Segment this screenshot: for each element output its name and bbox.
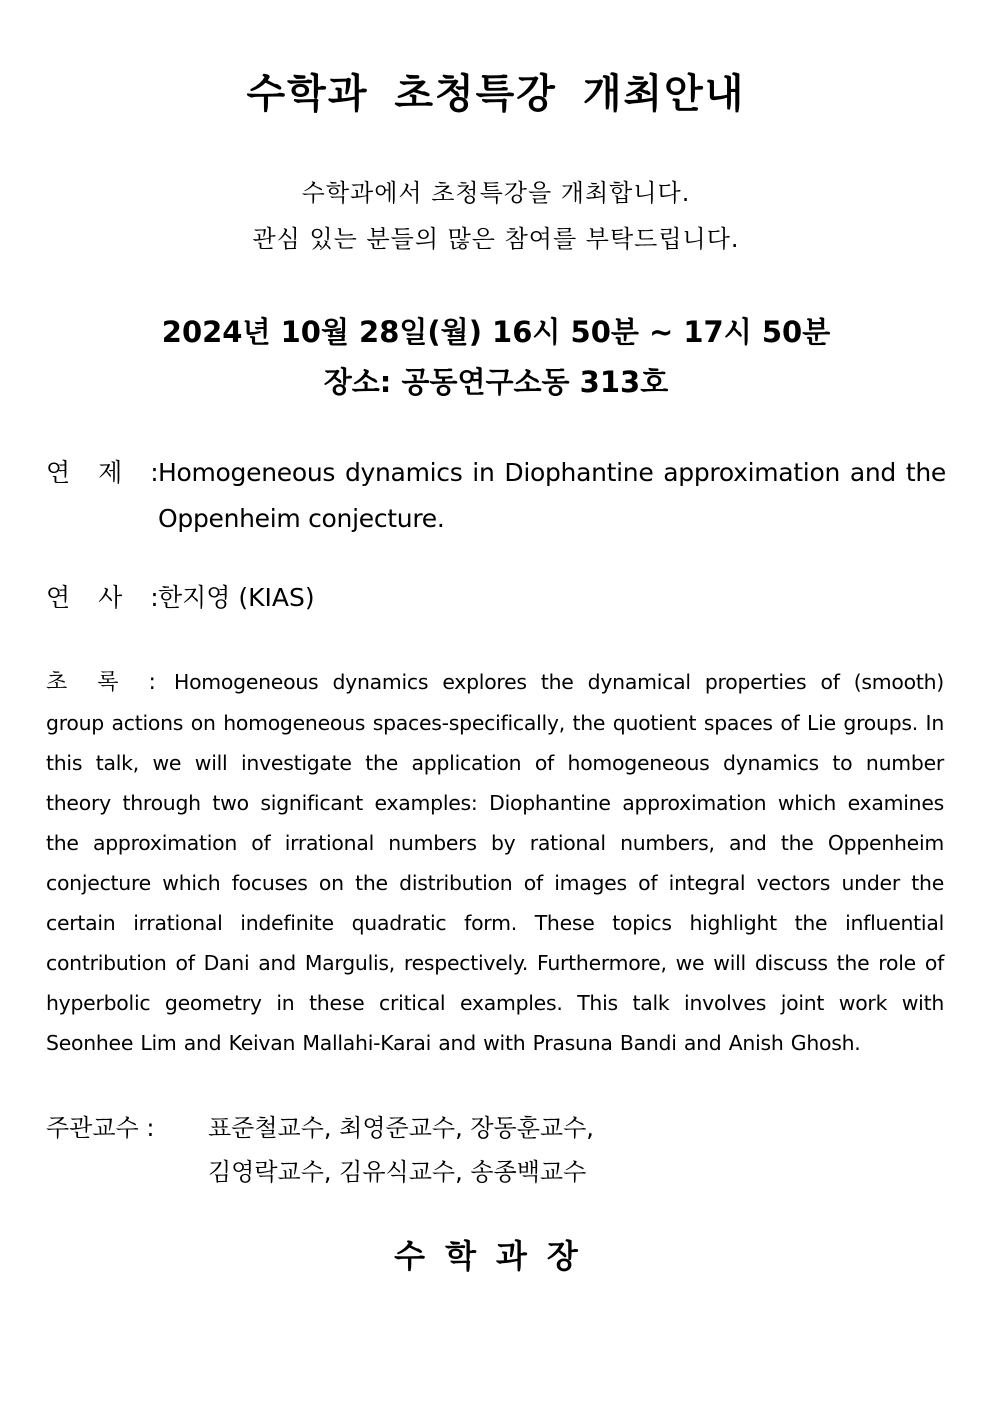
abstract-text: Homogeneous dynamics explores the dynamical properties of (smooth) group actions on homogeneous spaces-specifically, the quotient spaces of Lie groups. In this talk, we will investigate the application of homogeneous dynamics to number theory through two significant examples: Diophantine approximation which examines the approximation of irrational numbers by rational numbers, and the Oppenheim conjecture which focuses on the distribution of images of integral vectors under the certain irrational indefinite quadratic form. These topics highlight the influential contribution of Dani and Margulis, respectively. Furthermore, we will discuss the role of hyperbolic geometry in these critical examples. This talk involves joint work with Seonhee Lim and Keivan Mallahi-Karai and with Prasuna Bandi and Anish Ghosh. <box>46 670 944 1055</box>
organizers-line-1: 표준철교수, 최영준교수, 장동훈교수, <box>208 1114 594 1142</box>
intro-line-1: 수학과에서 초청특강을 개최합니다. <box>301 179 691 207</box>
intro-line-2: 관심 있는 분들의 많은 참여를 부탁드립니다. <box>252 225 740 253</box>
event-datetime: 2024년 10월 28일(월) 16시 50분 ~ 17시 50분 <box>161 315 831 349</box>
event-location: 장소: 공동연구소동 313호 <box>323 365 669 399</box>
signature: 수학과장 <box>394 1237 598 1275</box>
speaker-label: 연 사 : <box>46 583 169 612</box>
speaker-name: 한지영 (KIAS) <box>158 583 315 612</box>
topic-label: 연 제 : <box>46 458 169 487</box>
topic-title: Homogeneous dynamics in Diophantine approximation and the Oppenheim conjecture. <box>158 458 946 533</box>
abstract-section <box>46 662 944 1063</box>
organizers-label: 주관교수 : <box>46 1114 155 1142</box>
page-title: 수학과 초청특강 개최안내 <box>246 71 746 117</box>
abstract-label: 초 록 : <box>46 670 167 695</box>
organizers-line-2: 김영락교수, 김유식교수, 송종백교수 <box>208 1158 587 1186</box>
